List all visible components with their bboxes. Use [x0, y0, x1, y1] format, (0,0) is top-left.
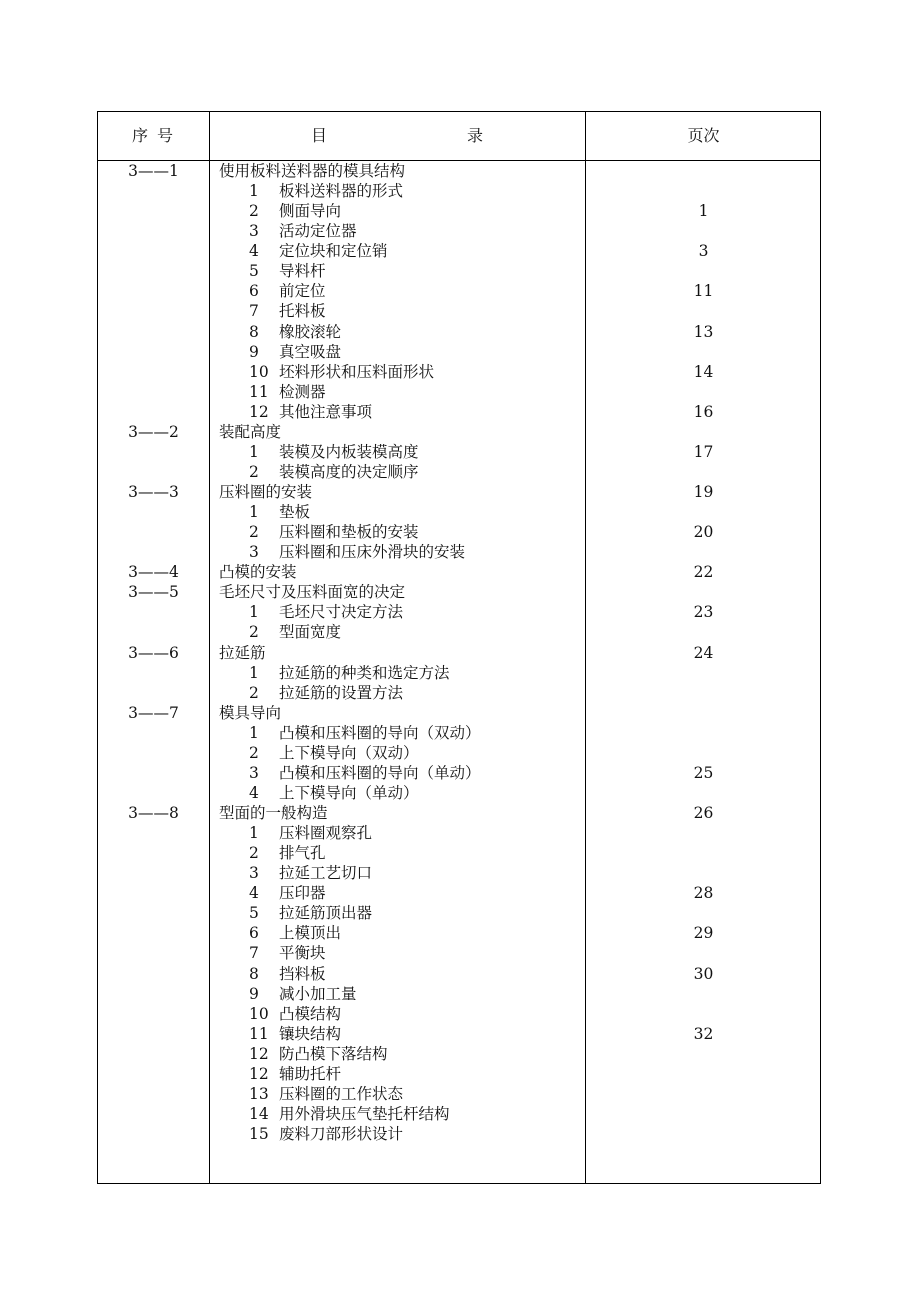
toc-section-row [98, 803, 820, 823]
section-number: 3——8 [128, 804, 179, 822]
item-number: 2 [249, 623, 259, 642]
item-title: 压料圈的工作状态 [279, 1084, 404, 1103]
item-number: 5 [249, 262, 259, 281]
item-title: 装模高度的决定顺序 [279, 462, 419, 481]
section-title: 使用板料送料器的模具结构 [219, 162, 406, 180]
item-number: 2 [249, 202, 259, 221]
item-number: 12 [249, 402, 269, 421]
toc-subitem-row [98, 903, 820, 923]
item-title: 压料圈和垫板的安装 [279, 523, 419, 542]
item-number: 2 [249, 844, 259, 863]
section-number: 3——5 [128, 583, 179, 602]
item-number: 8 [249, 322, 259, 341]
toc-subitem-row [98, 201, 820, 221]
toc-section-row [98, 562, 820, 582]
toc-subitem-row [98, 241, 820, 261]
toc-subitem-row [98, 362, 820, 382]
toc-subitem-row [98, 883, 820, 903]
section-title: 压料圈的安装 [219, 483, 313, 501]
toc-subitem-row [98, 402, 820, 422]
toc-rows [98, 161, 820, 1144]
item-number: 2 [249, 683, 259, 702]
toc-subitem-row [98, 723, 820, 743]
page-number: 17 [693, 442, 714, 461]
toc-subitem-row [98, 322, 820, 342]
toc-section-row [98, 703, 820, 723]
section-title: 凸模的安装 [219, 563, 297, 582]
header-page: 页次 [687, 126, 720, 145]
toc-subitem-row [98, 743, 820, 763]
item-title: 真空吸盘 [279, 342, 342, 361]
toc-subitem-row [98, 923, 820, 943]
item-number: 7 [249, 944, 259, 963]
section-title: 拉延筋 [219, 643, 266, 662]
item-title: 用外滑块压气垫托杆结构 [279, 1104, 450, 1123]
toc-subitem-row [98, 522, 820, 542]
item-title: 平衡块 [279, 944, 326, 963]
toc-table [97, 111, 821, 1184]
item-number: 1 [249, 503, 259, 522]
item-number: 9 [249, 342, 259, 361]
item-title: 导料杆 [279, 262, 326, 281]
item-title: 压印器 [279, 884, 326, 903]
toc-subitem-row [98, 261, 820, 281]
item-number: 5 [249, 904, 259, 923]
section-title: 毛坯尺寸及压料面宽的决定 [219, 583, 406, 602]
toc-subitem-row [98, 1084, 820, 1104]
toc-section-row [98, 482, 820, 502]
item-number: 6 [249, 282, 259, 301]
section-title: 型面的一般构造 [219, 804, 328, 822]
toc-subitem-row [98, 181, 820, 201]
toc-subitem-row [98, 863, 820, 883]
toc-subitem-row [98, 382, 820, 402]
item-number: 15 [249, 1125, 269, 1143]
item-title: 前定位 [279, 282, 326, 301]
toc-subitem-row [98, 1044, 820, 1064]
item-title: 减小加工量 [279, 984, 357, 1003]
item-title: 镶块结构 [279, 1024, 342, 1043]
item-title: 垫板 [279, 503, 311, 522]
page-number: 3 [698, 242, 709, 261]
item-number: 10 [249, 1004, 269, 1023]
toc-subitem-row [98, 823, 820, 843]
item-title: 拉延筋的种类和选定方法 [279, 663, 450, 682]
toc-subitem-row [98, 502, 820, 522]
item-number: 2 [249, 523, 259, 542]
item-number: 1 [249, 723, 259, 742]
item-number: 12 [249, 1064, 269, 1083]
item-number: 12 [249, 1044, 269, 1063]
page-number: 25 [693, 763, 714, 782]
page-number: 30 [693, 964, 714, 983]
toc-subitem-row [98, 301, 820, 321]
item-number: 8 [249, 964, 259, 983]
item-number: 14 [249, 1104, 269, 1123]
item-number: 3 [249, 222, 259, 241]
toc-section-row [98, 643, 820, 663]
toc-section-row [98, 422, 820, 442]
item-title: 其他注意事项 [279, 402, 373, 421]
item-number: 3 [249, 763, 259, 782]
section-number: 3——3 [128, 483, 179, 501]
toc-subitem-row [98, 462, 820, 482]
item-title: 拉延工艺切口 [279, 864, 373, 883]
toc-subitem-row [98, 843, 820, 863]
item-number: 1 [249, 442, 259, 461]
toc-subitem-row [98, 622, 820, 642]
toc-subitem-row [98, 442, 820, 462]
item-number: 3 [249, 864, 259, 883]
page-number: 24 [693, 643, 714, 662]
section-number: 3——4 [128, 563, 179, 582]
item-title: 排气孔 [279, 844, 326, 863]
header-toc-char-2: 录 [467, 126, 484, 145]
section-number: 3——6 [128, 643, 179, 662]
item-title: 凸模和压料圈的导向（单动） [279, 763, 481, 782]
item-title: 辅助托杆 [279, 1064, 342, 1083]
toc-subitem-row [98, 1124, 820, 1144]
page-number: 11 [693, 282, 714, 301]
item-number: 7 [249, 302, 259, 321]
item-title: 拉延筋的设置方法 [279, 683, 404, 702]
section-number: 3——1 [128, 162, 179, 180]
item-number: 2 [249, 462, 259, 481]
page-number: 1 [698, 202, 709, 221]
toc-section-row [98, 161, 820, 181]
item-title: 挡料板 [279, 964, 326, 983]
page-number: 14 [693, 362, 714, 381]
section-number: 3——7 [128, 703, 179, 722]
item-title: 废料刀部形状设计 [279, 1125, 404, 1143]
page-number: 23 [693, 603, 714, 622]
item-number: 1 [249, 663, 259, 682]
item-number: 1 [249, 603, 259, 622]
page-number: 13 [693, 322, 714, 341]
item-number: 9 [249, 984, 259, 1003]
section-title: 装配高度 [219, 422, 282, 441]
item-title: 检测器 [279, 382, 326, 401]
item-title: 上下模导向（双动） [279, 743, 419, 762]
page-number: 28 [693, 884, 714, 903]
item-title: 防凸模下落结构 [279, 1044, 388, 1063]
item-number: 3 [249, 543, 259, 562]
item-title: 压料圈和压床外滑块的安装 [279, 543, 466, 562]
item-number: 10 [249, 362, 269, 381]
header-seq: 序 号 [131, 126, 176, 145]
toc-subitem-row [98, 964, 820, 984]
item-number: 1 [249, 824, 259, 843]
item-title: 上模顶出 [279, 924, 342, 943]
item-title: 橡胶滚轮 [279, 322, 342, 341]
item-number: 11 [249, 1024, 269, 1043]
toc-subitem-row [98, 281, 820, 301]
item-title: 凸模和压料圈的导向（双动） [279, 723, 481, 742]
toc-subitem-row [98, 1004, 820, 1024]
header-toc [209, 112, 585, 160]
item-title: 活动定位器 [279, 222, 357, 241]
toc-subitem-row [98, 783, 820, 803]
toc-subitem-row [98, 1104, 820, 1124]
page-number: 16 [693, 402, 714, 421]
toc-subitem-row [98, 663, 820, 683]
item-number: 4 [249, 242, 259, 261]
toc-subitem-row [98, 943, 820, 963]
section-number: 3——2 [128, 422, 179, 441]
item-number: 1 [249, 182, 259, 201]
item-number: 4 [249, 884, 259, 903]
item-title: 板料送料器的形式 [279, 182, 404, 201]
page-number: 32 [693, 1024, 714, 1043]
page-number: 19 [693, 483, 714, 501]
item-title: 定位块和定位销 [279, 242, 388, 261]
item-title: 毛坯尺寸决定方法 [279, 603, 404, 622]
toc-section-row [98, 582, 820, 602]
item-number: 13 [249, 1084, 269, 1103]
page-number: 22 [693, 563, 714, 582]
item-number: 11 [249, 382, 269, 401]
item-title: 装模及内板装模高度 [279, 442, 419, 461]
item-number: 2 [249, 743, 259, 762]
item-title: 侧面导向 [279, 202, 342, 221]
item-number: 6 [249, 924, 259, 943]
toc-subitem-row [98, 683, 820, 703]
item-number: 4 [249, 783, 259, 802]
item-title: 托料板 [279, 302, 326, 321]
section-title: 模具导向 [219, 703, 282, 722]
page-number: 29 [693, 924, 714, 943]
header-toc-char-1: 目 [310, 126, 327, 145]
item-title: 坯料形状和压料面形状 [279, 362, 435, 381]
page-number: 20 [693, 523, 714, 542]
toc-subitem-row [98, 221, 820, 241]
page-number: 26 [693, 804, 714, 822]
item-title: 上下模导向（单动） [279, 783, 419, 802]
item-title: 型面宽度 [279, 623, 342, 642]
toc-subitem-row [98, 984, 820, 1004]
toc-subitem-row [98, 1024, 820, 1044]
item-title: 拉延筋顶出器 [279, 904, 373, 923]
toc-subitem-row [98, 1064, 820, 1084]
toc-subitem-row [98, 542, 820, 562]
toc-subitem-row [98, 763, 820, 783]
item-title: 凸模结构 [279, 1004, 342, 1023]
toc-subitem-row [98, 602, 820, 622]
toc-subitem-row [98, 342, 820, 362]
item-title: 压料圈观察孔 [279, 824, 373, 843]
